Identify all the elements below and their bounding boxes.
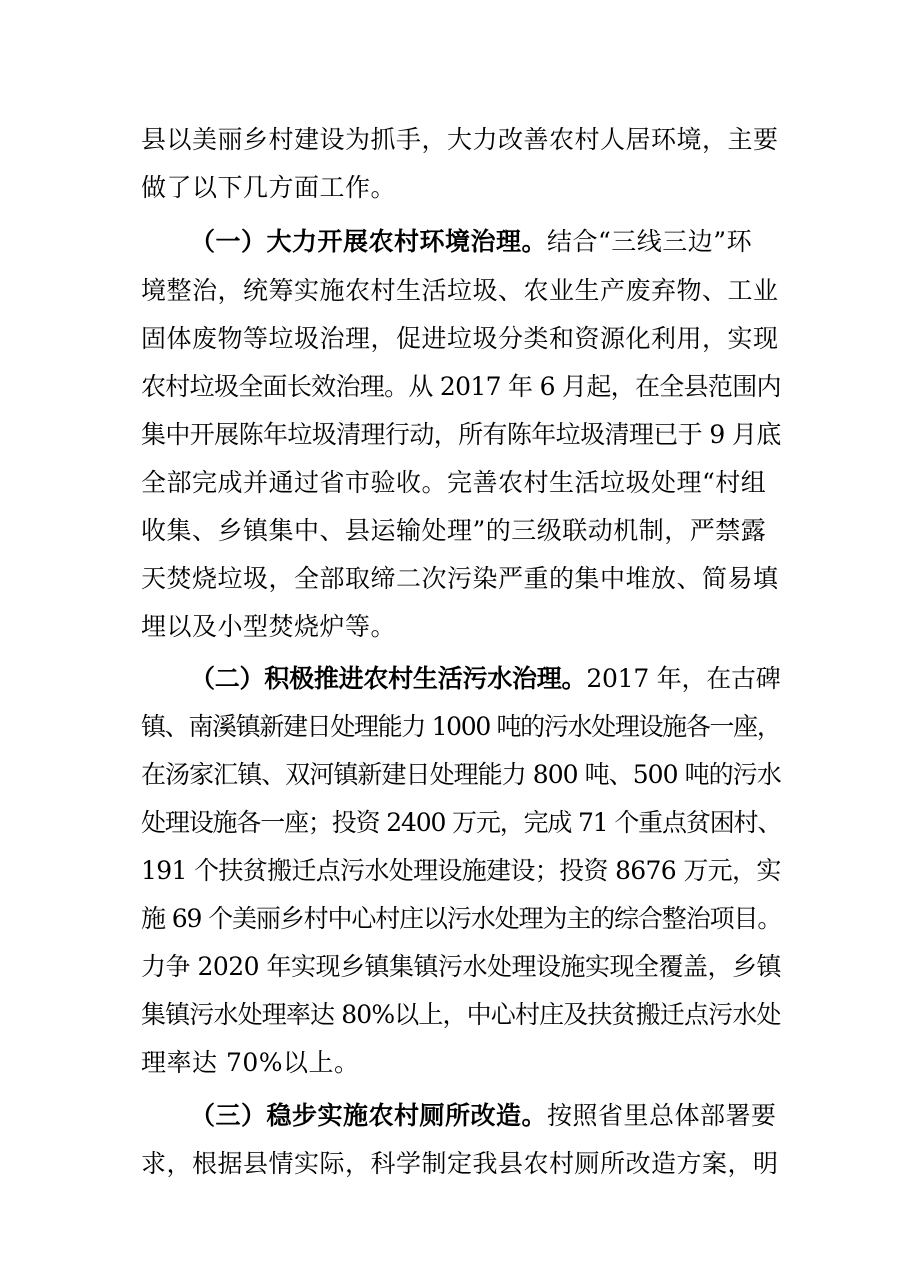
- text-line: 在汤家汇镇、双河镇新建日处理能力 800 吨、500 吨的污水: [141, 760, 781, 789]
- text-line: 做了以下几方面工作。: [141, 173, 397, 202]
- text-line: 全部完成并通过省市验收。完善农村生活垃圾处理“村组: [141, 468, 767, 497]
- text-line: 集中开展陈年垃圾清理行动，所有陈年垃圾清理已于 9 月底: [141, 420, 781, 449]
- section-3-heading: （三）稳步实施农村厕所改造。: [190, 1101, 548, 1130]
- text-line: 天焚烧垃圾，全部取缔二次污染严重的集中堆放、简易填: [141, 564, 779, 593]
- text-line: 镇、南溪镇新建日处理能力 1000 吨的污水处理设施各一座，: [141, 712, 781, 741]
- text-line: 境整治，统筹实施农村生活垃圾、农业生产废弃物、工业: [141, 276, 779, 305]
- text-line: 191 个扶贫搬迁点污水处理设施建设；投资 8676 万元，实: [141, 856, 781, 885]
- text-line: 力争 2020 年实现乡镇集镇污水处理设施实现全覆盖，乡镇: [141, 952, 782, 981]
- text-line: 集镇污水处理率达 80%以上，中心村庄及扶贫搬迁点污水处: [141, 1000, 781, 1029]
- text-line: 固体废物等垃圾治理，促进垃圾分类和资源化利用，实现: [141, 324, 779, 353]
- paragraph-2-first-line: [190, 659, 781, 699]
- text-line: 处理设施各一座；投资 2400 万元，完成 71 个重点贫困村、: [141, 808, 782, 837]
- section-2-heading: （二）积极推进农村生活污水治理。: [190, 664, 587, 693]
- text-span: 按照省里总体部署要: [547, 1101, 777, 1130]
- paragraph-3-first-line: [190, 1096, 781, 1136]
- text-span: 结合“三线三边”环: [547, 227, 753, 256]
- text-line: 埋以及小型焚烧炉等。: [141, 612, 397, 641]
- text-line: 县以美丽乡村建设为抓手，大力改善农村人居环境，主要: [141, 125, 779, 154]
- text-line: 理率达 70%以上。: [141, 1048, 360, 1077]
- text-line: 农村垃圾全面长效治理。从 2017 年 6 月起，在全县范围内: [141, 372, 781, 401]
- text-line: 收集、乡镇集中、县运输处理”的三级联动机制，严禁露: [141, 516, 767, 545]
- text-line: 施 69 个美丽乡村中心村庄以污水处理为主的综合整治项目。: [141, 904, 782, 933]
- section-1-heading: （一）大力开展农村环境治理。: [190, 227, 548, 256]
- text-line: 求，根据县情实际，科学制定我县农村厕所改造方案，明: [141, 1149, 779, 1178]
- text-span: 2017 年，在古碑: [586, 664, 781, 693]
- paragraph-1-first-line: [190, 222, 781, 262]
